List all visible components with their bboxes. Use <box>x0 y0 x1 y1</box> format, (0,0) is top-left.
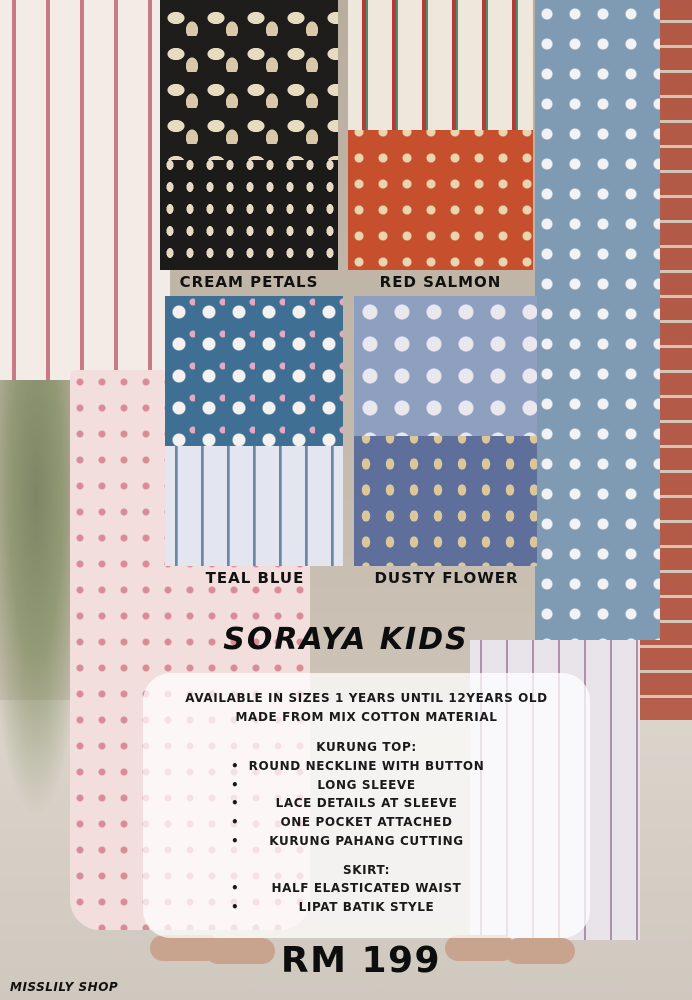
swatch-skirt <box>348 120 533 270</box>
list-item <box>143 815 590 831</box>
price: RM 199 <box>280 940 442 981</box>
swatch-red-salmon <box>348 0 533 270</box>
swatch-top <box>165 296 343 446</box>
bullet-icon: • <box>231 834 240 848</box>
bullet-icon: • <box>231 815 240 829</box>
swatch-top <box>354 296 537 436</box>
bullet-icon: • <box>231 900 240 914</box>
bullet-icon: • <box>231 796 240 810</box>
model-right-top <box>535 0 660 640</box>
list-item <box>143 759 590 775</box>
swatch-label-cream-petals: CREAM PETALS <box>179 273 319 291</box>
list-item <box>143 778 590 794</box>
model-left-top <box>0 0 170 380</box>
list-item-text: LONG SLEEVE <box>317 778 416 792</box>
bullet-icon: • <box>231 759 240 773</box>
swatch-dusty-flower <box>354 296 537 566</box>
list-item <box>143 834 590 850</box>
list-item-text: LIPAT BATIK STYLE <box>298 900 435 914</box>
availability-text: AVAILABLE IN SIZES 1 YEARS UNTIL 12YEARS OLD <box>185 691 548 705</box>
swatch-teal-blue <box>165 296 343 566</box>
info-card <box>143 673 590 938</box>
swatch-skirt <box>165 436 343 566</box>
material-text: MADE FROM MIX COTTON MATERIAL <box>235 710 498 724</box>
list-item-text: HALF ELASTICATED WAIST <box>271 881 462 895</box>
list-item <box>143 796 590 812</box>
swatch-label-teal-blue: TEAL BLUE <box>205 569 305 587</box>
swatch-skirt <box>160 155 338 270</box>
swatch-top <box>160 0 338 160</box>
swatch-cream-petals <box>160 0 338 270</box>
swatch-label-dusty-flower: DUSTY FLOWER <box>374 569 519 587</box>
swatch-top <box>348 0 533 130</box>
bullet-icon: • <box>231 778 240 792</box>
shop-name: MISSLILY SHOP <box>10 980 119 994</box>
list-item <box>143 881 590 897</box>
product-title: SORAYA KIDS <box>223 622 469 657</box>
list-item-text: LACE DETAILS AT SLEEVE <box>275 796 458 810</box>
list-item-text: ROUND NECKLINE WITH BUTTON <box>248 759 485 773</box>
swatch-label-red-salmon: RED SALMON <box>379 273 502 291</box>
bullet-icon: • <box>231 881 240 895</box>
list-item-text: ONE POCKET ATTACHED <box>280 815 453 829</box>
skirt-heading: SKIRT: <box>342 863 391 877</box>
swatch-skirt <box>354 426 537 566</box>
list-item <box>143 900 590 916</box>
list-item-text: KURUNG PAHANG CUTTING <box>269 834 464 848</box>
top-heading: KURUNG TOP: <box>316 740 417 754</box>
